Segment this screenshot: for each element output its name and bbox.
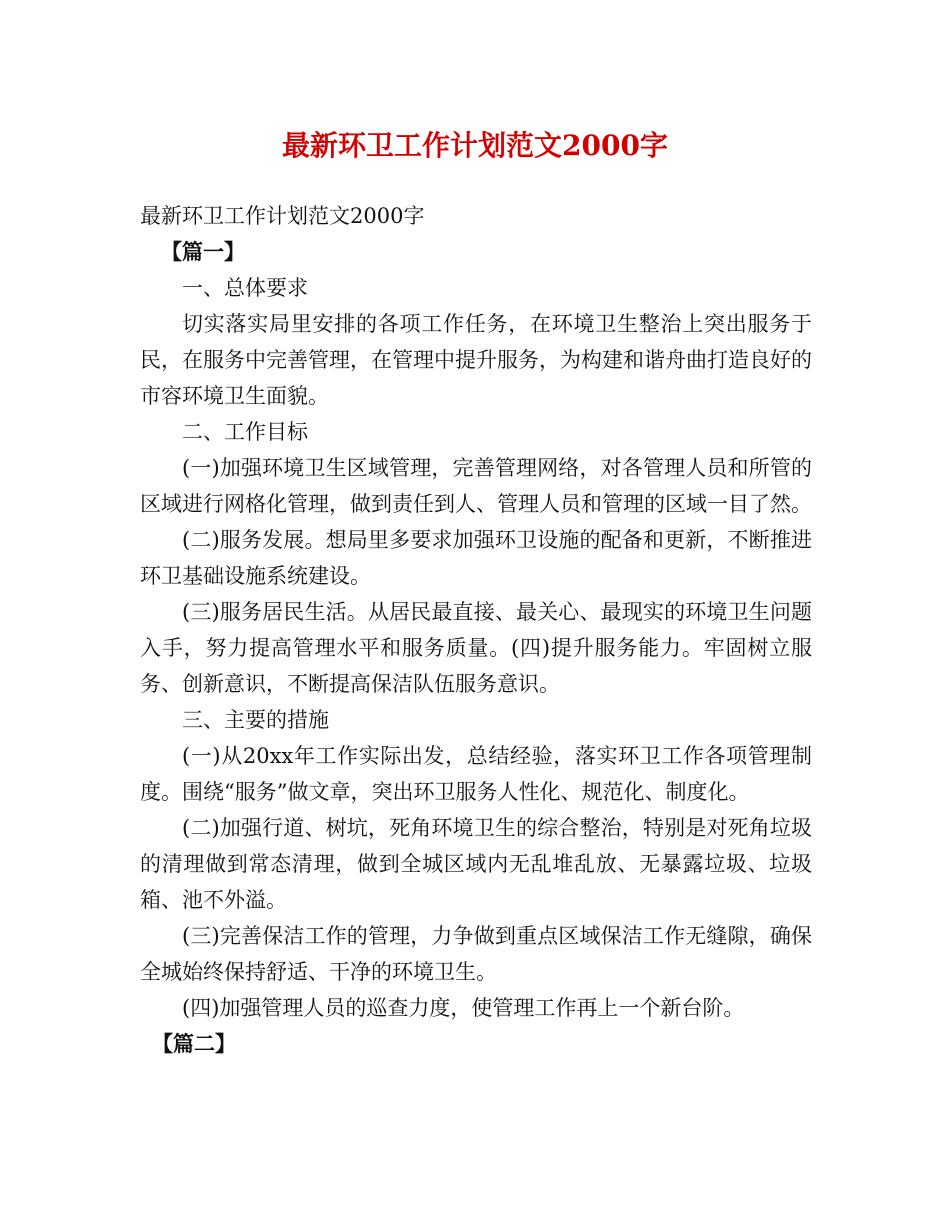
heading-general-requirements: 一、总体要求: [182, 276, 308, 300]
paragraph-3: (二)服务发展。想局里多要求加强环卫设施的配备和更新，不断推进环卫基础设施系统建设。: [140, 528, 812, 588]
heading-work-goals: 二、工作目标: [182, 420, 308, 444]
paragraph-5: (一)从20xx年工作实际出发，总结经验，落实环卫工作各项管理制度。围绕“服务”做文章，突出环卫服务人性化、规范化、制度化。: [140, 744, 812, 804]
paragraph-8: (四)加强管理人员的巡查力度，使管理工作再上一个新台阶。: [182, 996, 745, 1020]
document-title: 最新环卫工作计划范文2000字: [282, 129, 668, 162]
section-heading-2: 【篇二】: [152, 1031, 236, 1056]
paragraph-4: (三)服务居民生活。从居民最直接、最关心、最现实的环境卫生问题入手，努力提高管理水平和服务质量。(四)提升服务能力。牢固树立服务、创新意识，不断提高保洁队伍服务意识。: [140, 600, 812, 696]
section-heading-1: 【篇一】: [161, 239, 245, 264]
paragraph-1: 切实落实局里安排的各项工作任务，在环境卫生整治上突出服务于民，在服务中完善管理，在管理中提升服务，为构建和谐舟曲打造良好的市容环境卫生面貌。: [140, 312, 812, 408]
document-body: [140, 198, 812, 1062]
document-subtitle: 最新环卫工作计划范文2000字: [140, 204, 425, 228]
paragraph-7: (三)完善保洁工作的管理，力争做到重点区域保洁工作无缝隙，确保全城始终保持舒适、干净的环境卫生。: [140, 924, 812, 984]
paragraph-2: (一)加强环境卫生区域管理，完善管理网络，对各管理人员和所管的区域进行网格化管理，做到责任到人、管理人员和管理的区域一目了然。: [140, 456, 812, 516]
paragraph-6: (二)加强行道、树坑，死角环境卫生的综合整治，特别是对死角垃圾的清理做到常态清理，做到全城区域内无乱堆乱放、无暴露垃圾、垃圾箱、池不外溢。: [140, 816, 812, 912]
heading-main-measures: 三、主要的措施: [182, 708, 329, 732]
